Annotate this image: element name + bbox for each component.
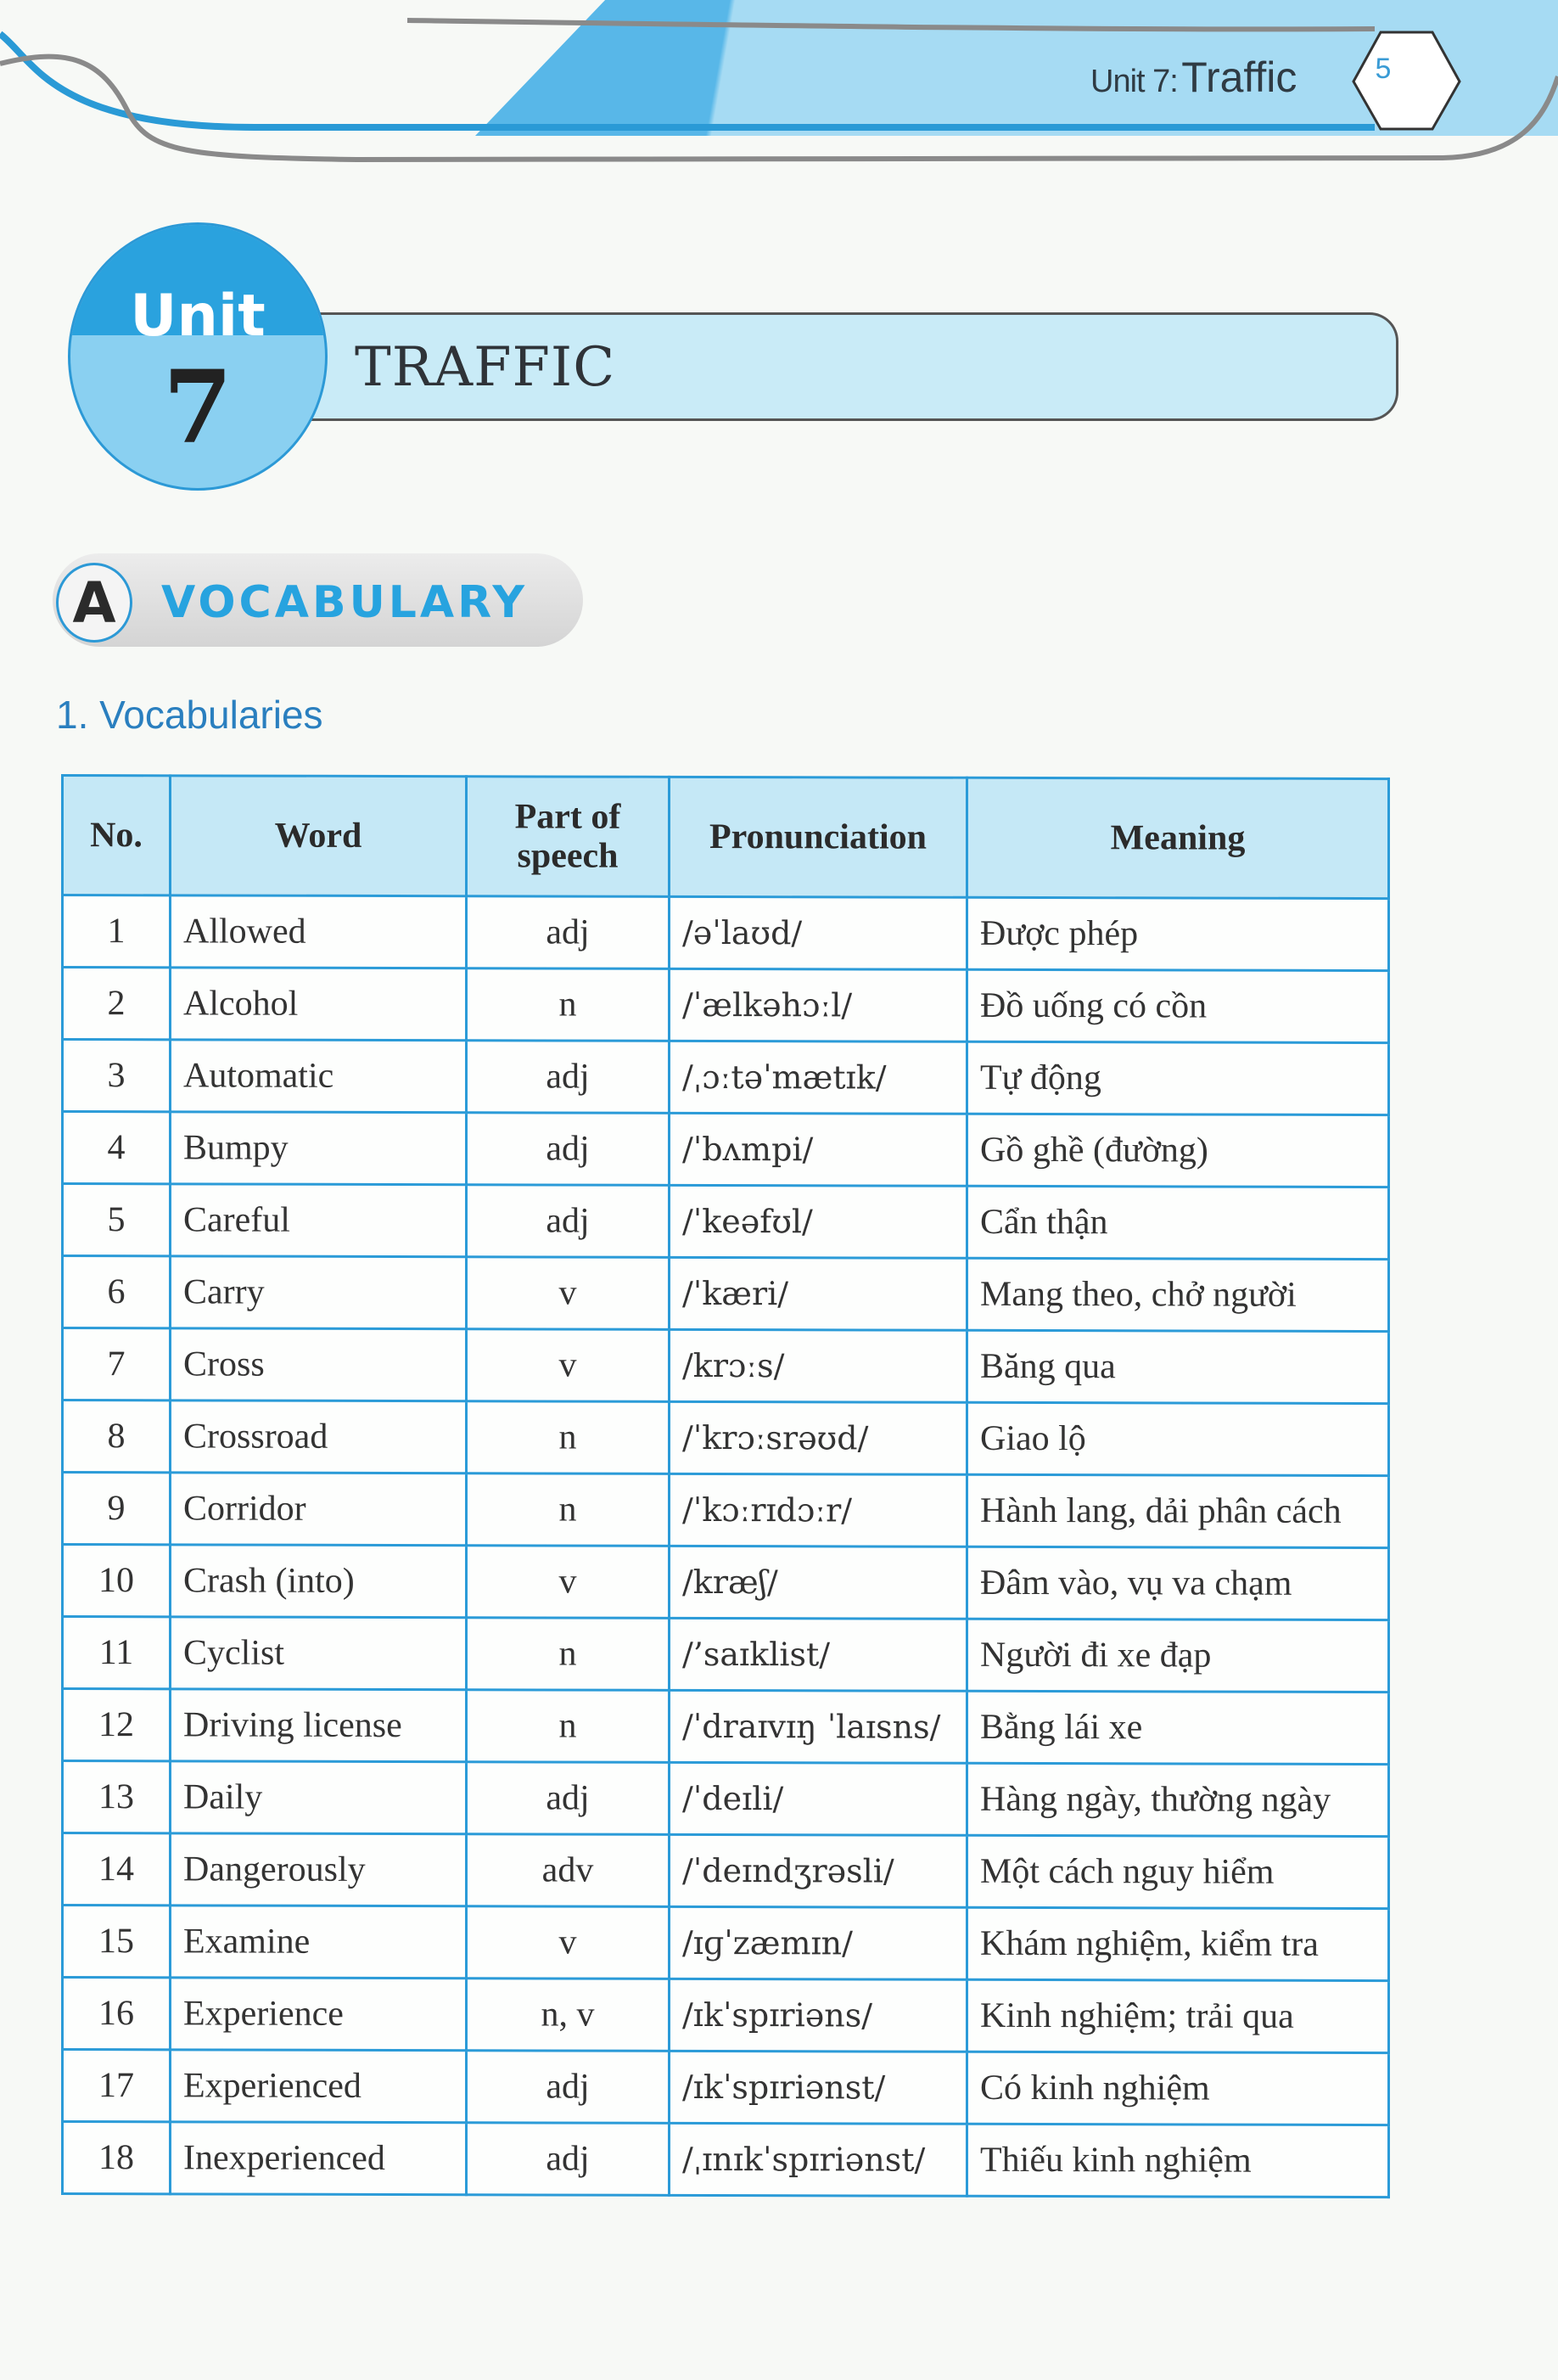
cell-meaning: Một cách nguy hiểm <box>967 1835 1389 1908</box>
table-row <box>63 895 1389 971</box>
cell-pronunciation: /əˈlaʊd/ <box>670 896 967 969</box>
cell-part-of-speech: adv <box>467 1834 670 1907</box>
unit-badge <box>68 222 328 491</box>
cell-word: Examine <box>171 1906 467 1979</box>
table-row <box>63 968 1389 1043</box>
cell-no: 11 <box>63 1617 171 1689</box>
table-row <box>63 1040 1389 1115</box>
cell-no: 8 <box>63 1400 171 1473</box>
cell-part-of-speech: adj <box>467 2051 670 2124</box>
unit-number: 7 <box>162 348 233 466</box>
cell-word: Cross <box>171 1328 467 1401</box>
table-row <box>63 1689 1389 1765</box>
cell-meaning: Kinh nghiệm; trải qua <box>967 1979 1389 2052</box>
cell-pronunciation: /ˌɔːtəˈmætɪk/ <box>670 1041 967 1114</box>
cell-pronunciation: /ɪɡˈzæmɪn/ <box>670 1906 967 1979</box>
cell-no: 5 <box>63 1184 171 1256</box>
cell-pronunciation: /krɔːs/ <box>670 1329 967 1402</box>
cell-part-of-speech: n, v <box>467 1979 670 2052</box>
cell-word: Carry <box>171 1256 467 1329</box>
cell-pronunciation: /ˈkrɔːsrəʊd/ <box>670 1401 967 1474</box>
cell-no: 4 <box>63 1112 171 1184</box>
cell-pronunciation: /ˈdraɪvɪŋ ˈlaɪsns/ <box>670 1690 967 1763</box>
running-title-name: Traffic <box>1181 53 1297 101</box>
table-row <box>63 1545 1389 1620</box>
table-row <box>63 1761 1389 1837</box>
cell-part-of-speech: adj <box>467 2123 670 2196</box>
section-letter-icon: A <box>56 563 132 643</box>
cell-no: 2 <box>63 968 171 1040</box>
cell-meaning: Được phép <box>967 897 1389 970</box>
cell-part-of-speech: adj <box>467 1185 670 1258</box>
cell-no: 1 <box>63 895 171 968</box>
column-header-word: Word <box>171 776 467 896</box>
cell-meaning: Người đi xe đạp <box>967 1619 1389 1692</box>
cell-meaning: Đâm vào, vụ va chạm <box>967 1546 1389 1619</box>
cell-no: 14 <box>63 1833 171 1906</box>
column-header-meaning: Meaning <box>967 777 1389 898</box>
cell-word: Cyclist <box>171 1617 467 1690</box>
subsection-title: 1. Vocabularies <box>56 693 323 737</box>
cell-meaning: Mang theo, chở người <box>967 1258 1389 1331</box>
running-title-prefix: Unit 7: <box>1090 64 1178 99</box>
table-row <box>63 1617 1389 1692</box>
cell-word: Daily <box>171 1761 467 1834</box>
cell-meaning: Gồ ghề (đường) <box>967 1114 1389 1187</box>
table-row <box>63 2122 1389 2198</box>
cell-part-of-speech: v <box>467 1257 670 1330</box>
cell-word: Crash (into) <box>171 1545 467 1618</box>
cell-part-of-speech: adj <box>467 1762 670 1835</box>
cell-word: Careful <box>171 1184 467 1257</box>
cell-pronunciation: /ɪkˈspɪriəns/ <box>670 1979 967 2052</box>
cell-no: 13 <box>63 1761 171 1833</box>
cell-word: Dangerously <box>171 1833 467 1906</box>
unit-label: Unit <box>130 283 266 350</box>
cell-part-of-speech: v <box>467 1546 670 1619</box>
column-header-part-of-speech: Part of speech <box>467 777 670 897</box>
cell-meaning: Băng qua <box>967 1330 1389 1403</box>
table-row <box>63 1906 1389 1981</box>
cell-part-of-speech: n <box>467 1473 670 1546</box>
cell-word: Experience <box>171 1978 467 2051</box>
cell-pronunciation: /ˈkɔːrɪdɔːr/ <box>670 1473 967 1546</box>
cell-no: 6 <box>63 1256 171 1328</box>
cell-part-of-speech: adj <box>467 896 670 969</box>
table-row <box>63 1978 1389 2053</box>
cell-no: 3 <box>63 1040 171 1112</box>
cell-pronunciation: /kræʃ/ <box>670 1546 967 1619</box>
table-row <box>63 1400 1389 1476</box>
cell-no: 15 <box>63 1906 171 1978</box>
table-row <box>63 1112 1389 1187</box>
cell-pronunciation: /ˈbʌmpi/ <box>670 1113 967 1186</box>
cell-meaning: Đồ uống có cồn <box>967 969 1389 1042</box>
cell-pronunciation: /ˈkeəfʊl/ <box>670 1185 967 1258</box>
table-row <box>63 1184 1389 1260</box>
cell-meaning: Cẩn thận <box>967 1186 1389 1259</box>
cell-no: 17 <box>63 2050 171 2122</box>
cell-no: 16 <box>63 1978 171 2050</box>
cell-meaning: Hàng ngày, thường ngày <box>967 1763 1389 1836</box>
cell-part-of-speech: adj <box>467 1041 670 1114</box>
cell-word: Crossroad <box>171 1400 467 1473</box>
cell-no: 10 <box>63 1545 171 1617</box>
running-title <box>1090 53 1297 102</box>
unit-title: TRAFFIC <box>355 336 616 399</box>
header-decoration <box>0 0 1558 187</box>
cell-word: Alcohol <box>171 968 467 1041</box>
table-row <box>63 1833 1389 1909</box>
cell-pronunciation: /ˈælkəhɔːl/ <box>670 968 967 1041</box>
cell-word: Automatic <box>171 1040 467 1113</box>
page-number: 5 <box>1375 53 1392 85</box>
table-row <box>63 2050 1389 2125</box>
cell-part-of-speech: adj <box>467 1113 670 1186</box>
cell-no: 12 <box>63 1689 171 1761</box>
cell-pronunciation: /’saɪklist/ <box>670 1618 967 1691</box>
cell-word: Driving license <box>171 1689 467 1762</box>
table-row <box>63 1473 1389 1548</box>
cell-part-of-speech: v <box>467 1329 670 1402</box>
cell-meaning: Khám nghiệm, kiểm tra <box>967 1907 1389 1980</box>
cell-meaning: Có kinh nghiệm <box>967 2052 1389 2125</box>
column-header-pronunciation: Pronunciation <box>670 777 967 897</box>
cell-no: 18 <box>63 2122 171 2194</box>
column-header-no: No. <box>63 776 171 895</box>
cell-pronunciation: /ˌɪnɪkˈspɪriənst/ <box>670 2123 967 2196</box>
cell-word: Experienced <box>171 2050 467 2123</box>
cell-part-of-speech: n <box>467 968 670 1041</box>
cell-pronunciation: /ˈkæri/ <box>670 1257 967 1330</box>
table-row <box>63 1256 1389 1332</box>
cell-word: Inexperienced <box>171 2122 467 2195</box>
cell-word: Corridor <box>171 1473 467 1546</box>
table-row <box>63 1328 1389 1404</box>
cell-part-of-speech: v <box>467 1906 670 1979</box>
cell-pronunciation: /ˈdeɪndʒrəsli/ <box>670 1834 967 1907</box>
cell-meaning: Tự động <box>967 1041 1389 1114</box>
table-header-row <box>63 776 1389 899</box>
cell-meaning: Thiếu kinh nghiệm <box>967 2124 1389 2197</box>
cell-part-of-speech: n <box>467 1690 670 1763</box>
cell-no: 9 <box>63 1473 171 1545</box>
cell-meaning: Hành lang, dải phân cách <box>967 1474 1389 1547</box>
cell-word: Allowed <box>171 895 467 968</box>
cell-part-of-speech: n <box>467 1401 670 1474</box>
cell-meaning: Giao lộ <box>967 1402 1389 1475</box>
cell-word: Bumpy <box>171 1112 467 1185</box>
cell-no: 7 <box>63 1328 171 1400</box>
cell-part-of-speech: n <box>467 1618 670 1691</box>
cell-meaning: Bằng lái xe <box>967 1691 1389 1764</box>
vocabulary-table <box>61 774 1390 2198</box>
cell-pronunciation: /ˈdeɪli/ <box>670 1762 967 1835</box>
section-title: VOCABULARY <box>161 577 529 628</box>
cell-pronunciation: /ɪkˈspɪriənst/ <box>670 2051 967 2124</box>
